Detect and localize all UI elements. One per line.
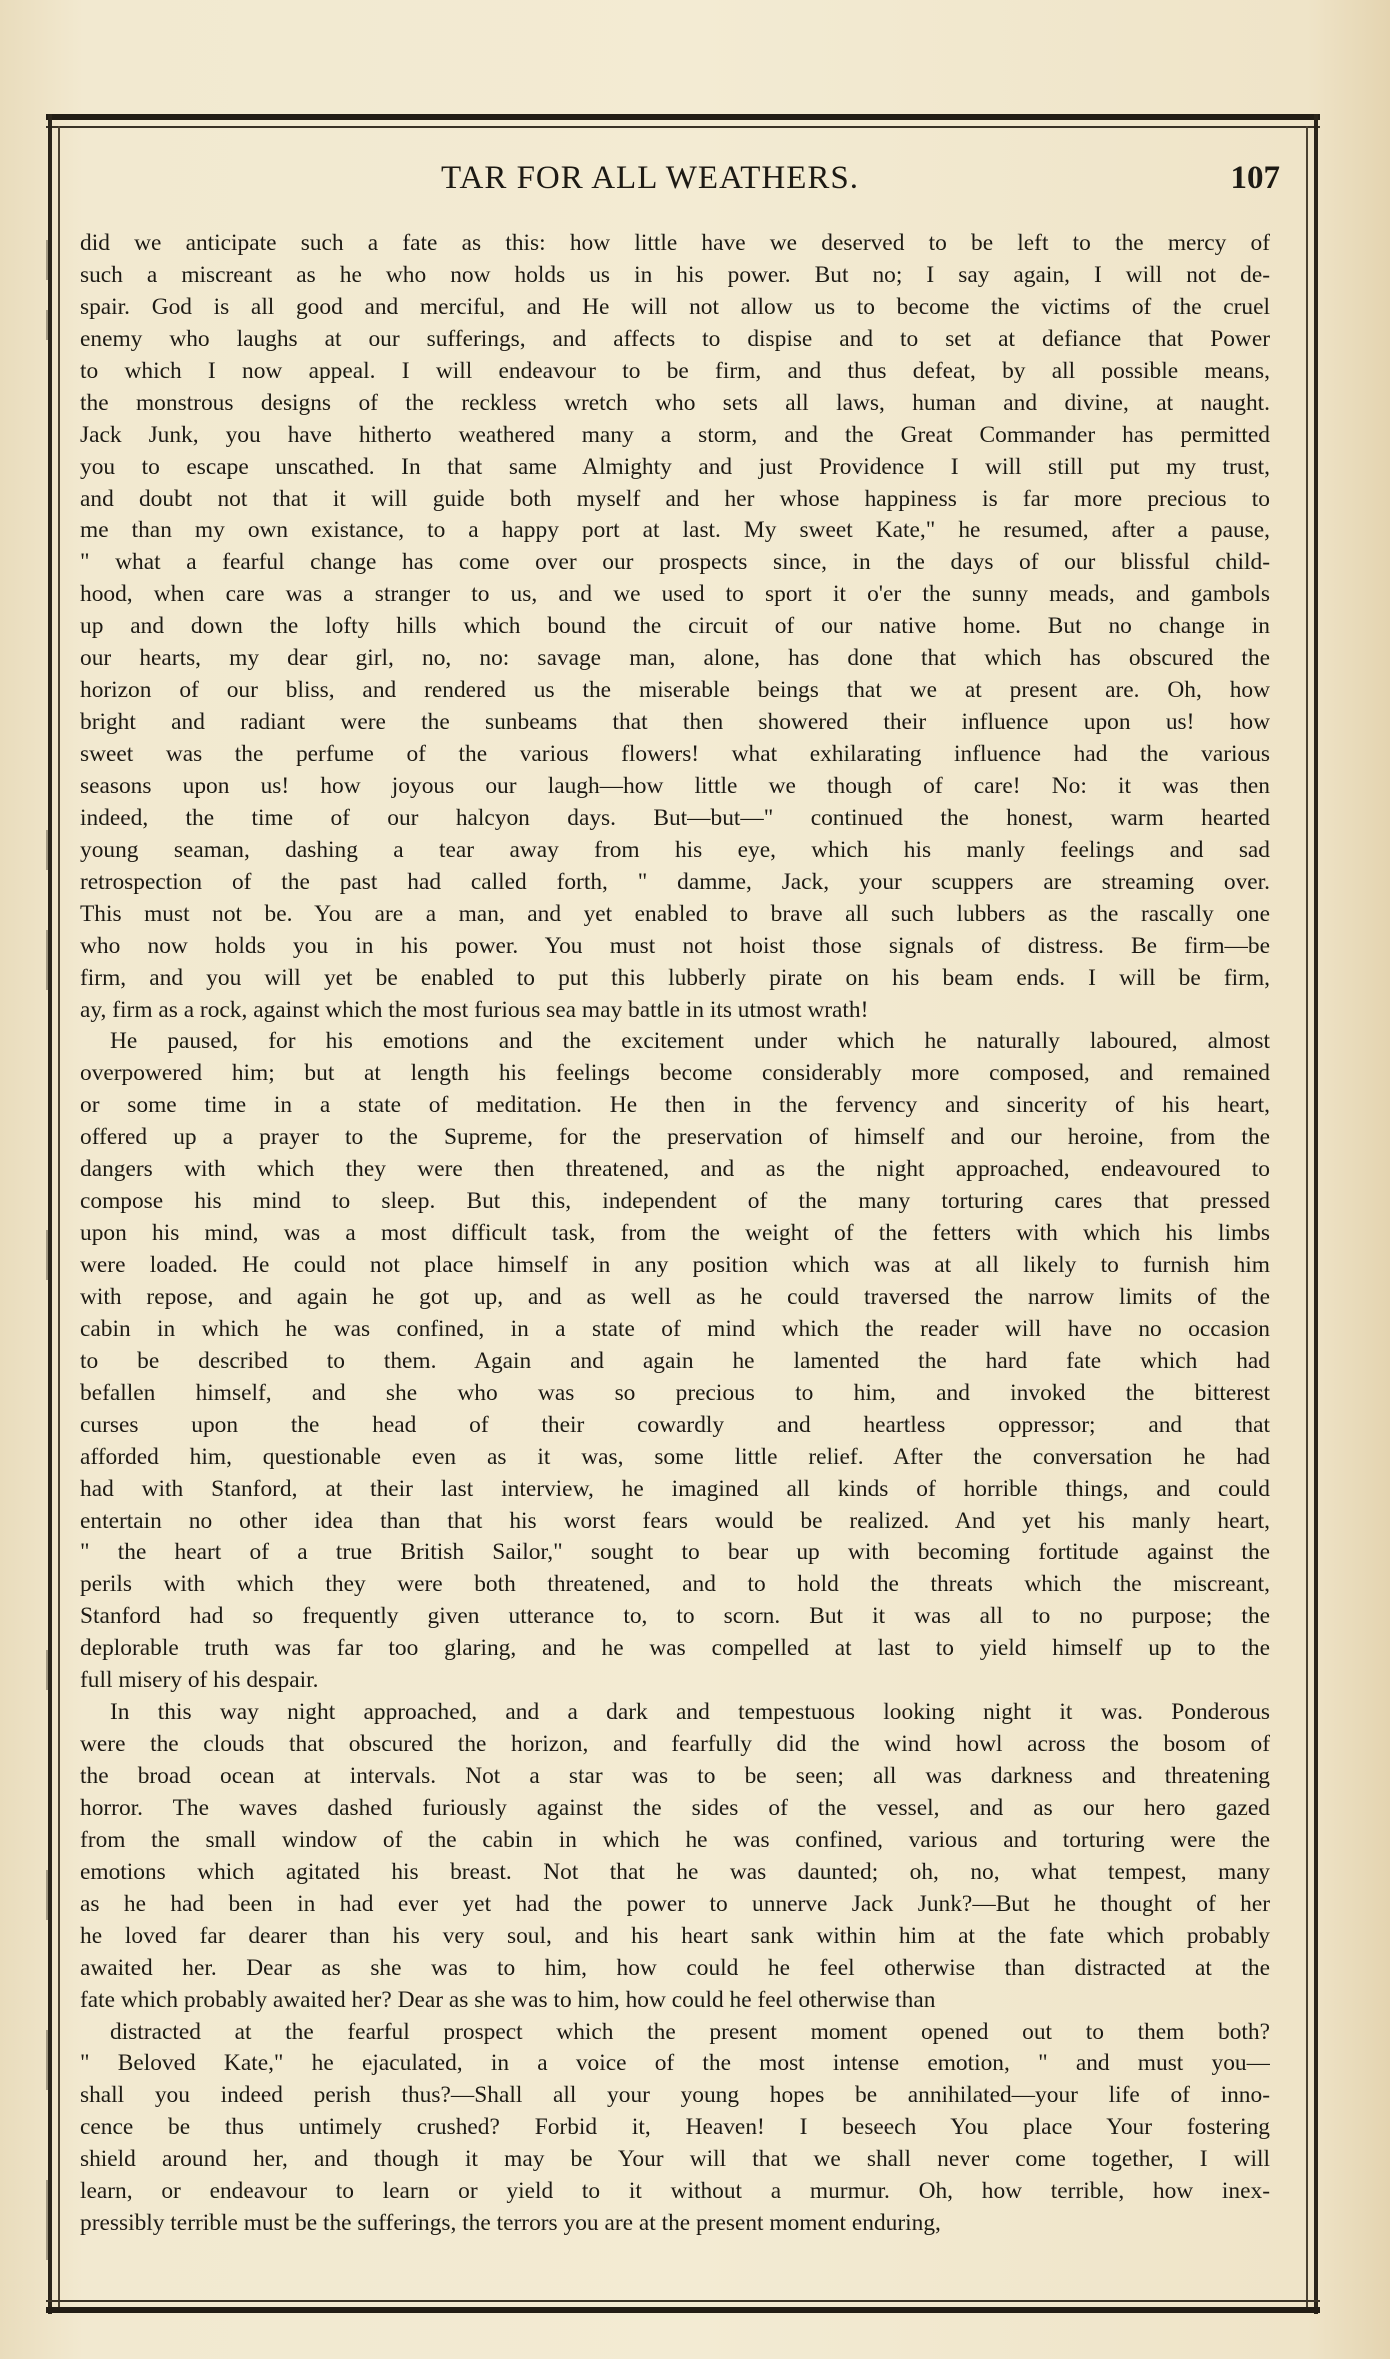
text-line: distracted at the fearful prospect which the present moment opened out to them both? xyxy=(110,2018,1270,2045)
top-rule-thin xyxy=(46,126,1320,128)
text-line: cence be thus untimely crushed? Forbid it, Heaven! I beseech You place Your fostering xyxy=(80,2114,1270,2141)
text-line: spair. God is all good and merciful, and He will not allow us to become the victims of the cruel xyxy=(80,293,1270,320)
text-line: full misery of his despair. xyxy=(80,1667,319,1694)
right-frame-rule xyxy=(1314,114,1318,2314)
left-frame-rule xyxy=(48,114,52,2314)
text-line: and doubt not that it will guide both myself and her whose happiness is far more precious to xyxy=(80,485,1270,512)
text-line: deplorable truth was far too glaring, and he was compelled at last to yield himself up to the xyxy=(80,1635,1270,1662)
text-line: who now holds you in his power. You must not hoist those signals of distress. Be firm—be xyxy=(80,932,1270,959)
text-line: curses upon the head of their cowardly and heartless oppressor; and that xyxy=(80,1411,1270,1438)
text-line: emotions which agitated his breast. Not that he was daunted; oh, no, what tempest, many xyxy=(80,1858,1270,1885)
text-line: the monstrous designs of the reckless wretch who sets all laws, human and divine, at naught. xyxy=(80,389,1270,416)
text-line: our hearts, my dear girl, no, no: savage man, alone, has done that which has obscured the xyxy=(80,645,1270,672)
bottom-rule-thick xyxy=(46,2307,1320,2313)
text-line: Stanford had so frequently given utterance to, to scorn. But it was all to no purpose; the xyxy=(80,1603,1270,1630)
text-line: " the heart of a true British Sailor," sought to bear up with becoming fortitude against the xyxy=(80,1539,1270,1566)
text-line: shall you indeed perish thus?—Shall all your young hopes be annihilated—your life of inno- xyxy=(80,2082,1270,2109)
text-line: retrospection of the past had called forth, " damme, Jack, your scuppers are streaming over. xyxy=(80,868,1270,895)
running-header-title: TAR FOR ALL WEATHERS. xyxy=(440,160,860,196)
right-inner-rule xyxy=(1306,126,1308,2308)
text-line: fate which probably awaited her? Dear as she was to him, how could he feel otherwise than xyxy=(80,1986,936,2013)
text-line: overpowered him; but at length his feelings become considerably more composed, and remained xyxy=(80,1060,1270,1087)
text-line: such a miscreant as he who now holds us in his power. But no; I say again, I will not de- xyxy=(80,261,1270,288)
text-line: horizon of our bliss, and rendered us the miserable beings that we at present are. Oh, how xyxy=(80,677,1270,704)
text-line: as he had been in had ever yet had the power to unnerve Jack Junk?—But he thought of her xyxy=(80,1890,1270,1917)
text-line: young seaman, dashing a tear away from his eye, which his manly feelings and sad xyxy=(80,836,1270,863)
text-line: dangers with which they were then threatened, and as the night approached, endeavoured to xyxy=(80,1156,1270,1183)
text-line: shield around her, and though it may be Your will that we shall never come together, I will xyxy=(80,2146,1270,2173)
text-line: afforded him, questionable even as it was, some little relief. After the conversation he had xyxy=(80,1443,1270,1470)
text-line: firm, and you will yet be enabled to put this lubberly pirate on his beam ends. I will be firm, xyxy=(80,964,1270,991)
text-line: This must not be. You are a man, and yet enabled to brave all such lubbers as the rascally one xyxy=(80,900,1270,927)
left-inner-rule xyxy=(58,126,60,2308)
text-line: did we anticipate such a fate as this: how little have we deserved to be left to the mercy of xyxy=(80,230,1270,256)
text-line: bright and radiant were the sunbeams that then showered their influence upon us! how xyxy=(80,709,1270,736)
text-line: the broad ocean at intervals. Not a star was to be seen; all was darkness and threatening xyxy=(80,1763,1270,1789)
text-line: " what a fearful change has come over our prospects since, in the days of our blissful child- xyxy=(80,549,1270,576)
text-line: indeed, the time of our halcyon days. But—but—" continued the honest, warm hearted xyxy=(80,804,1270,831)
bottom-rule-thin xyxy=(46,2300,1320,2302)
text-line: pressibly terrible must be the sufferings, the terrors you are at the present moment enduring, xyxy=(80,2210,941,2237)
text-line: up and down the lofty hills which bound the circuit of our native home. But no change in xyxy=(80,613,1270,640)
text-line: were loaded. He could not place himself in any position which was at all likely to furnish him xyxy=(80,1252,1270,1278)
text-line: sweet was the perfume of the various flowers! what exhilarating influence had the various xyxy=(80,741,1270,767)
text-line: awaited her. Dear as she was to him, how could he feel otherwise than distracted at the xyxy=(80,1954,1270,1981)
text-line: He paused, for his emotions and the excitement under which he naturally laboured, almost xyxy=(110,1028,1270,1055)
text-line: In this way night approached, and a dark and tempestuous looking night it was. Ponderous xyxy=(110,1699,1270,1726)
page-number: 107 xyxy=(1230,160,1280,196)
text-line: Jack Junk, you have hitherto weathered many a storm, and the Great Commander has permitted xyxy=(80,421,1270,448)
text-line: learn, or endeavour to learn or yield to it without a murmur. Oh, how terrible, how inex- xyxy=(80,2178,1270,2205)
text-line: were the clouds that obscured the horizon, and fearfully did the wind howl across the bosom of xyxy=(80,1731,1270,1758)
text-line: with repose, and again he got up, and as well as he could traversed the narrow limits of the xyxy=(80,1283,1270,1310)
text-line: entertain no other idea than that his worst fears would be realized. And yet his manly heart, xyxy=(80,1507,1270,1534)
text-line: to which I now appeal. I will endeavour to be firm, and thus defeat, by all possible means, xyxy=(80,357,1270,384)
text-line: me than my own existance, to a happy port at last. My sweet Kate," he resumed, after a pause, xyxy=(80,517,1270,544)
text-line: offered up a prayer to the Supreme, for the preservation of himself and our heroine, from the xyxy=(80,1124,1270,1151)
text-line: compose his mind to sleep. But this, independent of the many torturing cares that pressed xyxy=(80,1188,1270,1215)
text-line: he loved far dearer than his very soul, and his heart sank within him at the fate which probably xyxy=(80,1922,1270,1949)
text-line: from the small window of the cabin in which he was confined, various and torturing were the xyxy=(80,1826,1270,1853)
text-line: hood, when care was a stranger to us, and we used to sport it o'er the sunny meads, and gambols xyxy=(80,581,1270,608)
top-rule-thick xyxy=(46,114,1320,120)
text-line: you to escape unscathed. In that same Almighty and just Providence I will still put my trust, xyxy=(80,453,1270,480)
text-line: perils with which they were both threatened, and to hold the threats which the miscreant, xyxy=(80,1571,1270,1598)
text-line: upon his mind, was a most difficult task, from the weight of the fetters with which his limbs xyxy=(80,1220,1270,1247)
text-line: enemy who laughs at our sufferings, and affects to dispise and to set at defiance that Power xyxy=(80,325,1270,352)
text-line: befallen himself, and she who was so precious to him, and invoked the bitterest xyxy=(80,1379,1270,1406)
text-line: or some time in a state of meditation. He then in the fervency and sincerity of his heart, xyxy=(80,1092,1270,1119)
text-line: horror. The waves dashed furiously against the sides of the vessel, and as our hero gazed xyxy=(80,1794,1270,1821)
text-line: seasons upon us! how joyous our laugh—how little we though of care! No: it was then xyxy=(80,772,1270,799)
text-line: ay, firm as a rock, against which the most furious sea may battle in its utmost wrath! xyxy=(80,996,869,1023)
text-line: had with Stanford, at their last interview, he imagined all kinds of horrible things, and could xyxy=(80,1475,1270,1502)
body-text xyxy=(80,228,1270,2288)
text-line: " Beloved Kate," he ejaculated, in a voice of the most intense emotion, " and must you— xyxy=(80,2050,1270,2077)
text-line: to be described to them. Again and again he lamented the hard fate which had xyxy=(80,1347,1270,1374)
text-line: cabin in which he was confined, in a state of mind which the reader will have no occasion xyxy=(80,1315,1270,1342)
